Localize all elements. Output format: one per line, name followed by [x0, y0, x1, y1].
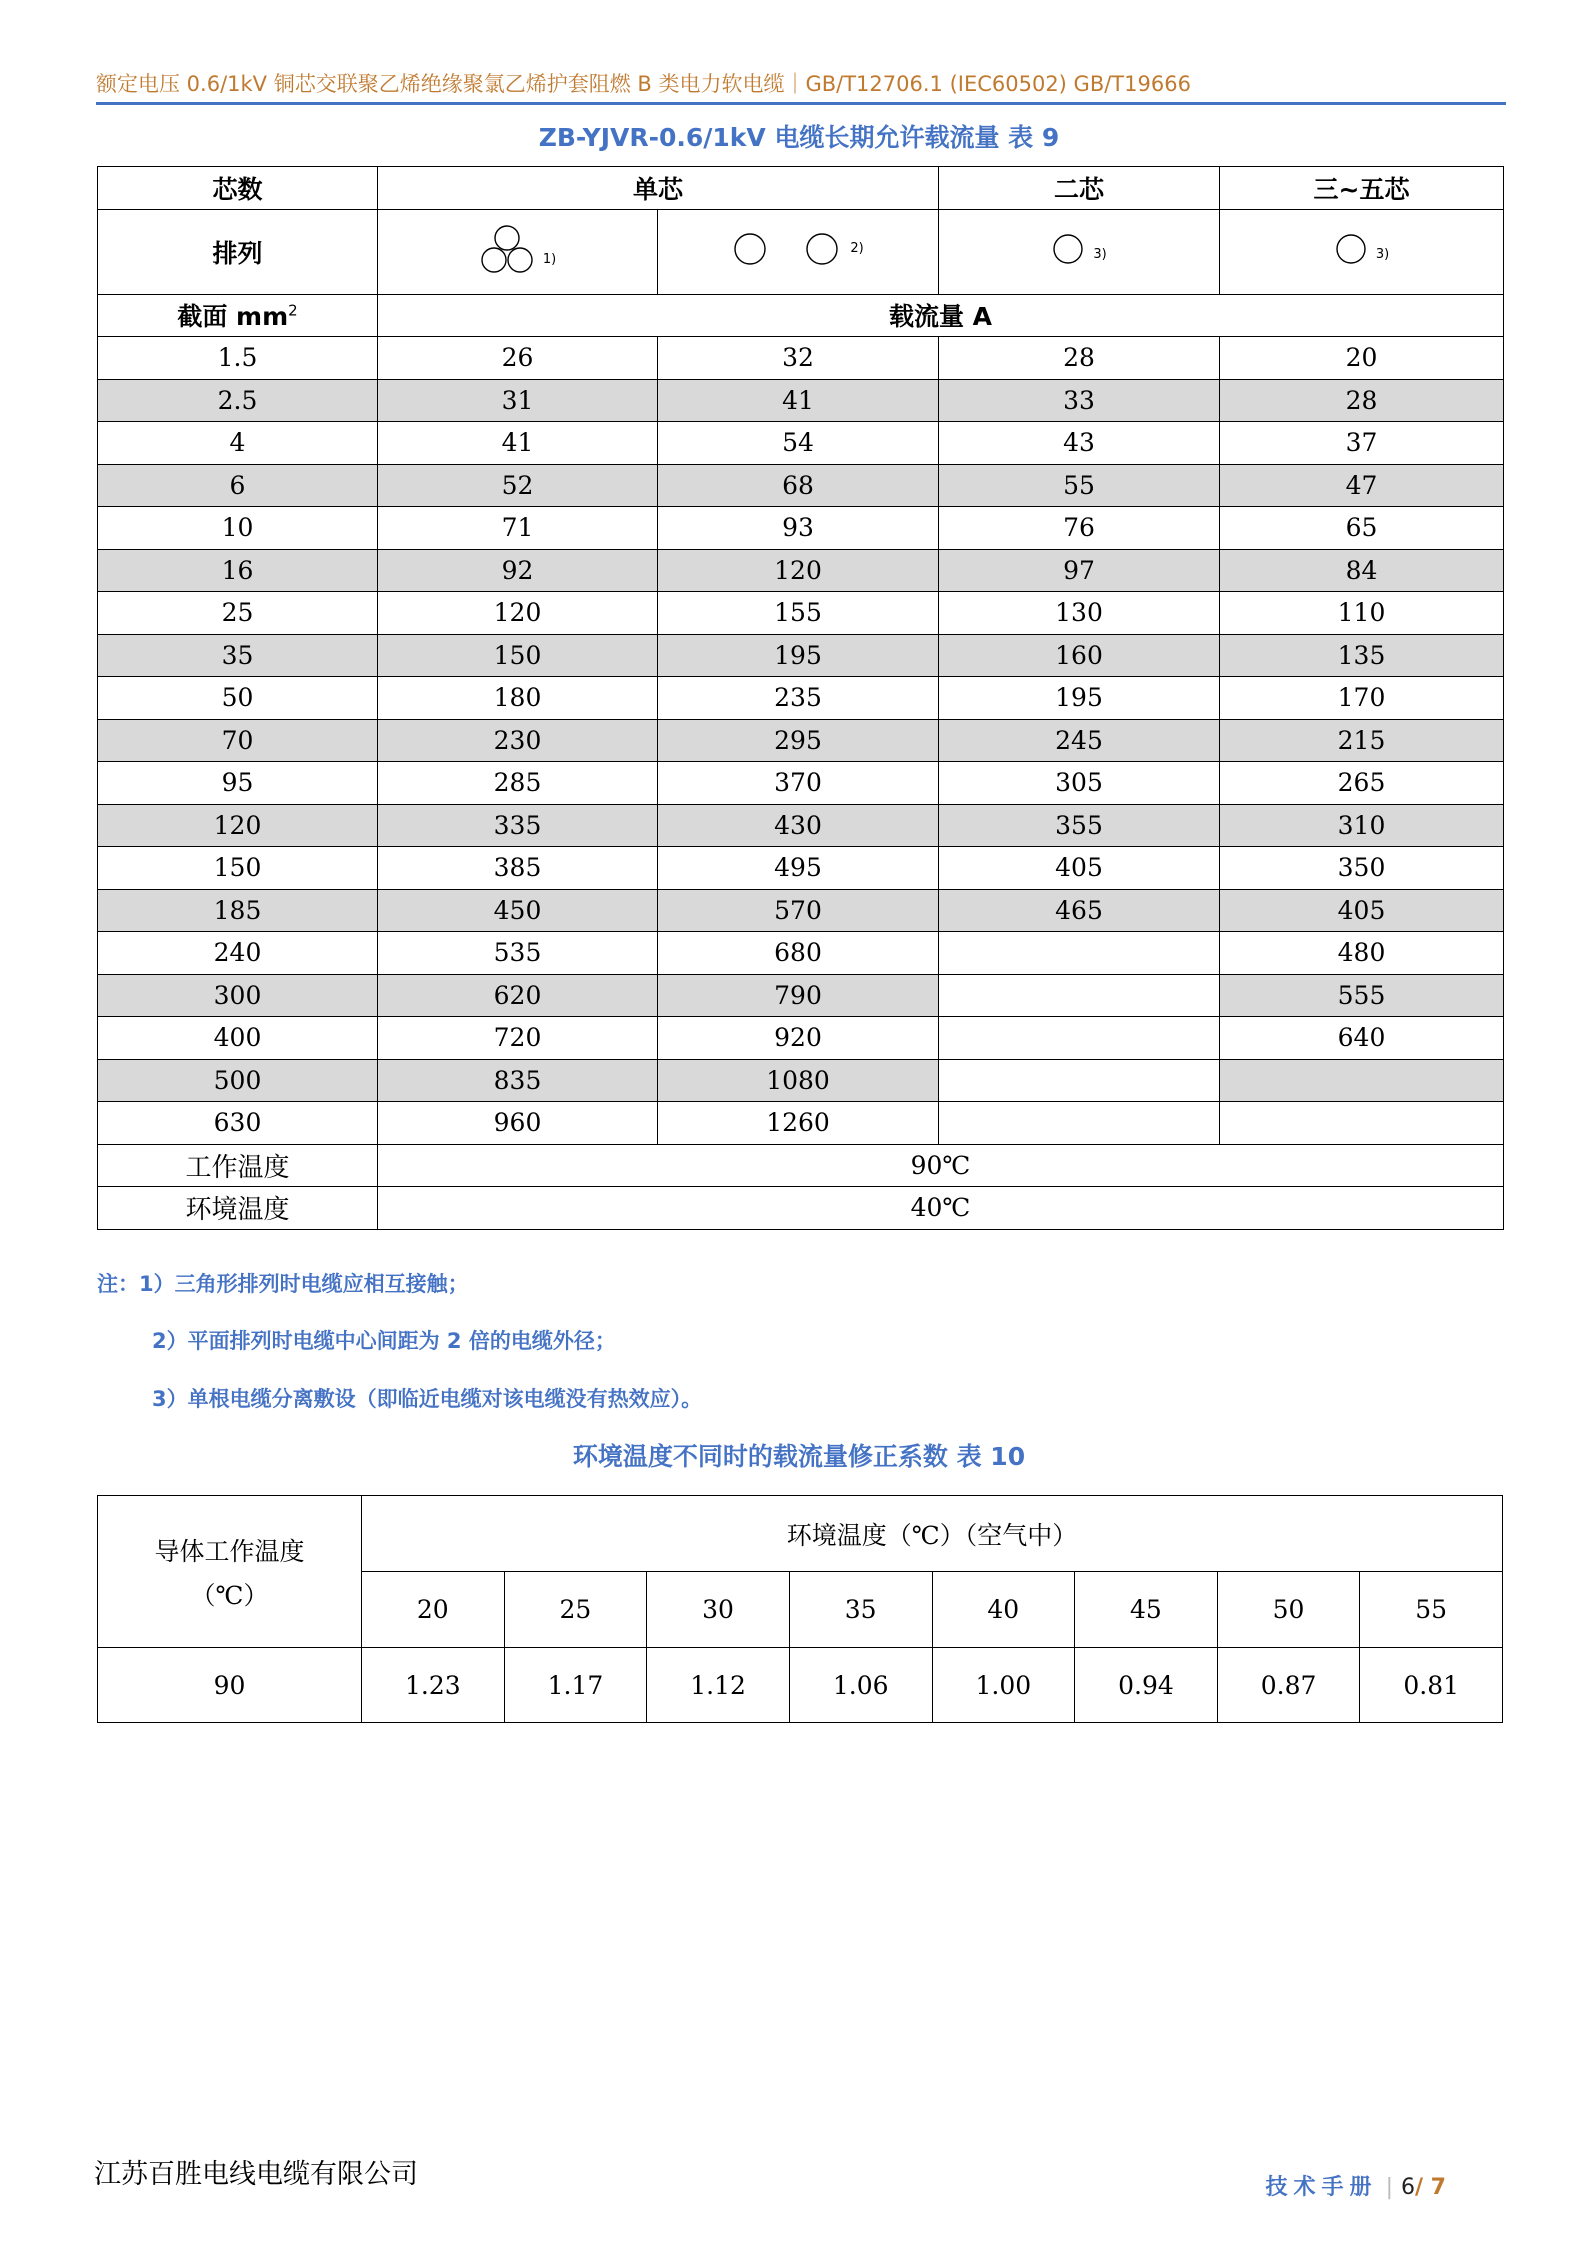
t10-row-header [98, 1496, 362, 1648]
correction-factor-cell: 0.94 [1075, 1648, 1218, 1723]
current-cell: 450 [378, 889, 658, 932]
current-cell: 76 [939, 507, 1220, 550]
conductor-temp-cell: 90 [98, 1648, 362, 1723]
current-cell: 245 [939, 719, 1220, 762]
arrangement-note-2: 2) [850, 241, 864, 256]
ambient-temp-cell: 50 [1217, 1572, 1360, 1648]
current-cell [939, 1017, 1220, 1060]
current-cell: 31 [378, 379, 658, 422]
ambient-temp-row [98, 1187, 1504, 1230]
current-cell: 41 [658, 379, 939, 422]
t10-col-header: 环境温度（℃）（空气中） [362, 1496, 1503, 1572]
correction-factor-cell: 1.12 [647, 1648, 790, 1723]
current-cell: 385 [378, 847, 658, 890]
current-cell: 28 [939, 337, 1220, 380]
manual-label: 技术手册 [1265, 2175, 1378, 2200]
current-cell: 640 [1220, 1017, 1504, 1060]
table-row [98, 677, 1504, 720]
arrangement-note-3: 3) [1093, 247, 1107, 262]
current-cell: 570 [658, 889, 939, 932]
current-cell: 465 [939, 889, 1220, 932]
current-cell: 120 [378, 592, 658, 635]
current-cell: 84 [1220, 549, 1504, 592]
table-row [98, 1017, 1504, 1060]
core-group-two: 二芯 [939, 167, 1220, 210]
table-row [98, 932, 1504, 975]
ambient-temp-cell: 45 [1075, 1572, 1218, 1648]
section-cell: 95 [98, 762, 378, 805]
ambient-temp-cell: 35 [789, 1572, 932, 1648]
current-cell: 155 [658, 592, 939, 635]
current-cell: 495 [658, 847, 939, 890]
correction-factor-cell: 0.81 [1360, 1648, 1503, 1723]
current-cell: 265 [1220, 762, 1504, 805]
section-cell: 400 [98, 1017, 378, 1060]
table-row [98, 379, 1504, 422]
table-row [98, 422, 1504, 465]
current-cell: 370 [658, 762, 939, 805]
section-cell: 4 [98, 422, 378, 465]
work-temp-value: 90℃ [378, 1144, 1504, 1187]
current-cell: 335 [378, 804, 658, 847]
table-row [98, 549, 1504, 592]
table9-caption: ZB-YJVR-0.6/1kV 电缆长期允许载流量 表 9 [538, 123, 1060, 152]
table-row [98, 719, 1504, 762]
current-cell: 535 [378, 932, 658, 975]
current-cell: 20 [1220, 337, 1504, 380]
note-1: 注：1）三角形排列时电缆应相互接触； [97, 1272, 469, 1296]
current-cell: 920 [658, 1017, 939, 1060]
section-cell: 70 [98, 719, 378, 762]
section-cell: 1.5 [98, 337, 378, 380]
current-cell: 37 [1220, 422, 1504, 465]
current-cell: 235 [658, 677, 939, 720]
current-cell: 47 [1220, 464, 1504, 507]
page-total: / 7 [1414, 2175, 1446, 2200]
section-cell: 6 [98, 464, 378, 507]
current-cell: 92 [378, 549, 658, 592]
current-cell [1220, 1059, 1504, 1102]
correction-factor-cell: 1.17 [504, 1648, 647, 1723]
core-group-single: 单芯 [378, 167, 939, 210]
current-cell: 71 [378, 507, 658, 550]
current-cell: 305 [939, 762, 1220, 805]
current-cell: 720 [378, 1017, 658, 1060]
ambient-temp-cell: 25 [504, 1572, 647, 1648]
current-cell: 160 [939, 634, 1220, 677]
section-cell: 2.5 [98, 379, 378, 422]
page-footer [1266, 2170, 1446, 2201]
company-name: 江苏百胜电线电缆有限公司 [94, 2159, 418, 2190]
current-cell: 620 [378, 974, 658, 1017]
table-row [98, 507, 1504, 550]
table-row [98, 804, 1504, 847]
section-cell: 150 [98, 847, 378, 890]
core-group-three-five: 三~五芯 [1220, 167, 1504, 210]
table-row [98, 1059, 1504, 1102]
current-cell [939, 1102, 1220, 1145]
current-cell: 54 [658, 422, 939, 465]
flat-spaced-cables-icon [732, 231, 842, 267]
ambient-temp-cell: 20 [362, 1572, 505, 1648]
arrangement-trefoil [378, 209, 658, 294]
arrangement-single-multi [1220, 209, 1504, 294]
current-cell: 65 [1220, 507, 1504, 550]
current-cell: 295 [658, 719, 939, 762]
table-row [98, 974, 1504, 1017]
current-cell [939, 1059, 1220, 1102]
correction-factor-cell: 1.06 [789, 1648, 932, 1723]
section-cell: 50 [98, 677, 378, 720]
current-cell: 93 [658, 507, 939, 550]
table-row [98, 762, 1504, 805]
section-cell: 35 [98, 634, 378, 677]
correction-factor-cell: 1.00 [932, 1648, 1075, 1723]
note-3: 3）单根电缆分离敷设（即临近电缆对该电缆没有热效应）。 [152, 1387, 703, 1411]
section-cell: 240 [98, 932, 378, 975]
current-cell: 1260 [658, 1102, 939, 1145]
current-cell: 230 [378, 719, 658, 762]
cores-label: 芯数 [98, 167, 378, 210]
current-cell: 1080 [658, 1059, 939, 1102]
current-cell: 405 [939, 847, 1220, 890]
current-cell: 350 [1220, 847, 1504, 890]
current-cell: 55 [939, 464, 1220, 507]
correction-factor-cell: 1.23 [362, 1648, 505, 1723]
current-cell: 180 [378, 677, 658, 720]
section-label [98, 294, 378, 337]
header-rule [96, 102, 1506, 105]
current-cell: 215 [1220, 719, 1504, 762]
section-cell: 300 [98, 974, 378, 1017]
page-header: 额定电压 0.6/1kV 铜芯交联聚乙烯绝缘聚氯乙烯护套阻燃 B 类电力软电缆｜GB/T12706.1 (IEC60502) GB/T19666 [96, 72, 1191, 96]
section-cell: 25 [98, 592, 378, 635]
current-cell: 195 [658, 634, 939, 677]
table-row [98, 889, 1504, 932]
section-cell: 16 [98, 549, 378, 592]
section-label-text: 截面 mm [177, 302, 289, 332]
page-current: 6 [1400, 2175, 1415, 2200]
current-cell: 120 [658, 549, 939, 592]
section-cell: 120 [98, 804, 378, 847]
arrangement-label: 排列 [98, 209, 378, 294]
current-cell: 135 [1220, 634, 1504, 677]
current-cell: 32 [658, 337, 939, 380]
section-cell: 185 [98, 889, 378, 932]
work-temp-row [98, 1144, 1504, 1187]
current-label: 载流量 A [378, 294, 1504, 337]
trefoil-cables-icon [479, 223, 535, 275]
current-cell: 170 [1220, 677, 1504, 720]
t10-row-header-line1: 导体工作温度 [154, 1536, 305, 1566]
ambient-temp-cell: 55 [1360, 1572, 1503, 1648]
current-cell: 430 [658, 804, 939, 847]
current-cell: 130 [939, 592, 1220, 635]
ambient-temp-cell: 30 [647, 1572, 790, 1648]
current-cell: 68 [658, 464, 939, 507]
ampacity-table [97, 166, 1504, 1230]
current-cell [939, 932, 1220, 975]
current-cell: 195 [939, 677, 1220, 720]
section-cell: 10 [98, 507, 378, 550]
current-cell: 960 [378, 1102, 658, 1145]
current-cell: 33 [939, 379, 1220, 422]
current-cell: 555 [1220, 974, 1504, 1017]
current-cell: 110 [1220, 592, 1504, 635]
current-cell: 835 [378, 1059, 658, 1102]
ambient-temp-label: 环境温度 [98, 1187, 378, 1230]
note-2: 2）平面排列时电缆中心间距为 2 倍的电缆外径； [152, 1329, 616, 1353]
arrangement-note-4: 3) [1375, 247, 1390, 262]
t10-factors-row [98, 1648, 1503, 1723]
table-row [98, 1102, 1504, 1145]
current-cell: 97 [939, 549, 1220, 592]
current-cell: 790 [658, 974, 939, 1017]
current-cell: 52 [378, 464, 658, 507]
current-cell: 355 [939, 804, 1220, 847]
ambient-temp-cell: 40 [932, 1572, 1075, 1648]
current-cell: 28 [1220, 379, 1504, 422]
current-cell: 480 [1220, 932, 1504, 975]
table-row [98, 634, 1504, 677]
correction-factor-cell: 0.87 [1217, 1648, 1360, 1723]
current-cell: 43 [939, 422, 1220, 465]
table10-caption: 环境温度不同时的载流量修正系数 表 10 [572, 1442, 1026, 1471]
single-cable-icon [1334, 232, 1368, 266]
table-row [98, 847, 1504, 890]
current-cell: 150 [378, 634, 658, 677]
table-row [98, 464, 1504, 507]
correction-factor-table [97, 1495, 1503, 1723]
footer-separator: | [1385, 2175, 1393, 2200]
current-cell: 680 [658, 932, 939, 975]
section-label-sup: 2 [288, 301, 298, 320]
arrangement-flat [658, 209, 939, 294]
table-row [98, 337, 1504, 380]
current-cell: 41 [378, 422, 658, 465]
current-cell [939, 974, 1220, 1017]
work-temp-label: 工作温度 [98, 1144, 378, 1187]
arrangement-note-1: 1) [542, 252, 557, 267]
current-cell: 405 [1220, 889, 1504, 932]
current-cell: 285 [378, 762, 658, 805]
current-cell: 26 [378, 337, 658, 380]
single-cable-icon [1051, 232, 1085, 266]
t10-row-header-line2: （℃） [190, 1580, 269, 1610]
current-cell: 310 [1220, 804, 1504, 847]
section-cell: 630 [98, 1102, 378, 1145]
section-cell: 500 [98, 1059, 378, 1102]
current-cell [1220, 1102, 1504, 1145]
table-row [98, 592, 1504, 635]
ambient-temp-value: 40℃ [378, 1187, 1504, 1230]
arrangement-single-two [939, 209, 1220, 294]
